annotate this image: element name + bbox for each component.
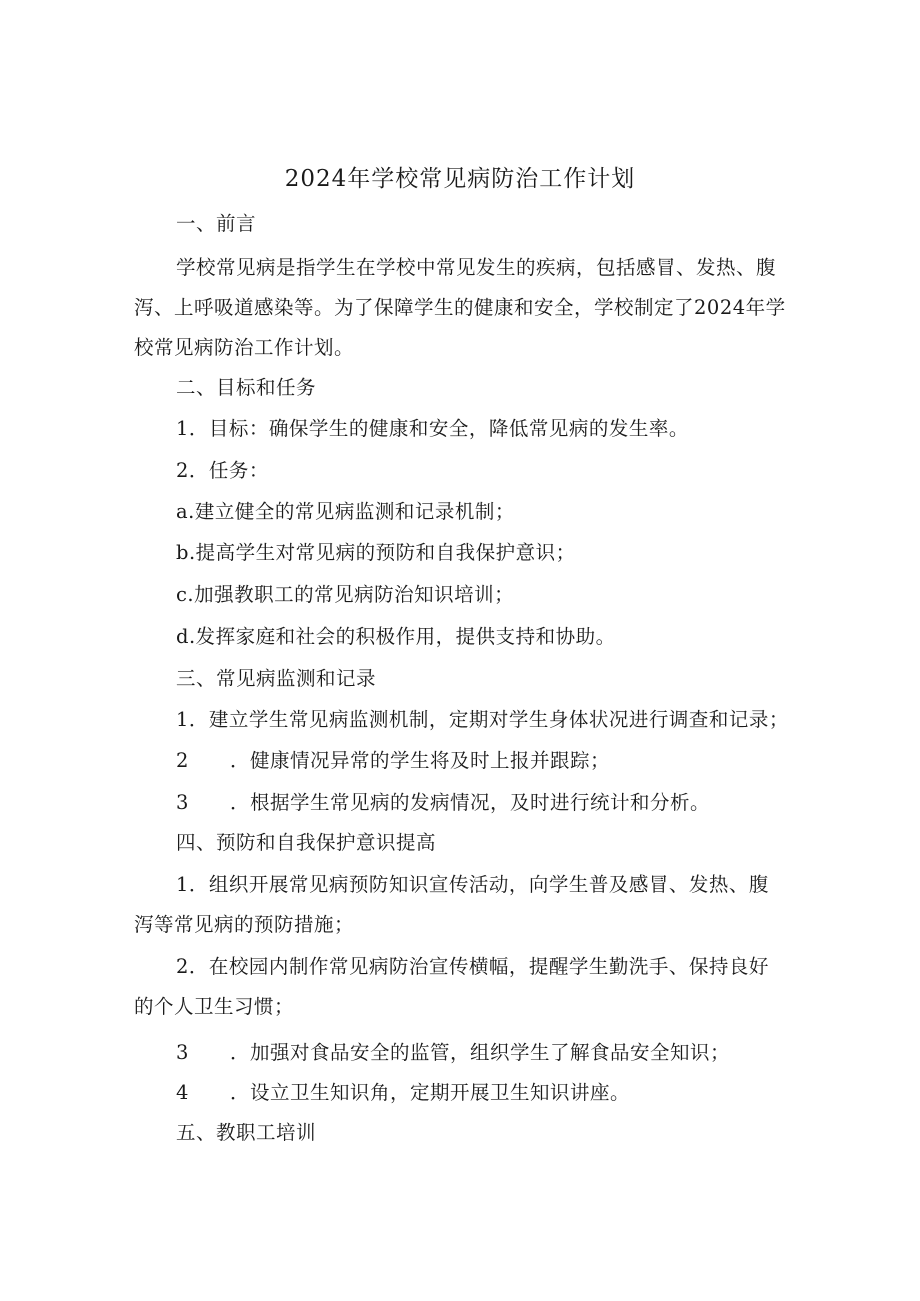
goals-item-1: 1．目标：确保学生的健康和安全，降低常见病的发生率。 xyxy=(176,417,689,440)
item-text: ．根据学生常见病的发病情况，及时进行统计和分析。 xyxy=(230,791,711,814)
document-title: 2024年学校常见病防治工作计划 xyxy=(284,166,636,192)
item-text: ．加强对食品安全的监管，组织学生了解食品安全知识； xyxy=(230,1041,731,1064)
prevention-item-2a: 2．在校园内制作常见病防治宣传横幅，提醒学生勤洗手、保持良好 xyxy=(176,955,769,978)
task-c: c.加强教职工的常见病防治知识培训； xyxy=(176,583,515,606)
prevention-item-3 xyxy=(176,1037,730,1065)
task-a: a.建立健全的常见病监测和记录机制； xyxy=(176,500,515,523)
section-heading-prevention: 四、预防和自我保护意识提高 xyxy=(176,831,437,854)
prevention-item-4 xyxy=(176,1077,630,1105)
item-number: 4 xyxy=(176,1081,189,1104)
preface-line-3: 校常见病防治工作计划。 xyxy=(134,336,355,359)
section-heading-goals: 二、目标和任务 xyxy=(176,376,317,399)
section-heading-monitoring: 三、常见病监测和记录 xyxy=(176,667,377,690)
task-d: d.发挥家庭和社会的积极作用，提供支持和协助。 xyxy=(176,625,616,648)
preface-line-2: 泻、上呼吸道感染等。为了保障学生的健康和安全，学校制定了2024年学 xyxy=(134,296,786,319)
monitoring-item-3 xyxy=(176,787,710,815)
section-heading-preface: 一、前言 xyxy=(176,212,257,235)
section-heading-training: 五、教职工培训 xyxy=(176,1121,317,1144)
goals-item-2: 2．任务： xyxy=(176,459,269,482)
task-b: b.提高学生对常见病的预防和自我保护意识； xyxy=(176,541,576,564)
monitoring-item-1: 1．建立学生常见病监测机制，定期对学生身体状况进行调查和记录； xyxy=(176,708,789,731)
preface-line-1: 学校常见病是指学生在学校中常见发生的疾病，包括感冒、发热、腹 xyxy=(176,256,777,279)
item-text: ．设立卫生知识角，定期开展卫生知识讲座。 xyxy=(230,1081,631,1104)
item-number: 3 xyxy=(176,791,189,814)
item-number: 3 xyxy=(176,1041,189,1064)
prevention-item-1a: 1．组织开展常见病预防知识宣传活动，向学生普及感冒、发热、腹 xyxy=(176,873,769,896)
item-text: ．健康情况异常的学生将及时上报并跟踪； xyxy=(230,749,611,772)
monitoring-item-2 xyxy=(176,745,610,773)
item-number: 2 xyxy=(176,749,189,772)
prevention-item-1b: 泻等常见病的预防措施； xyxy=(134,913,355,936)
prevention-item-2b: 的个人卫生习惯； xyxy=(134,995,295,1018)
